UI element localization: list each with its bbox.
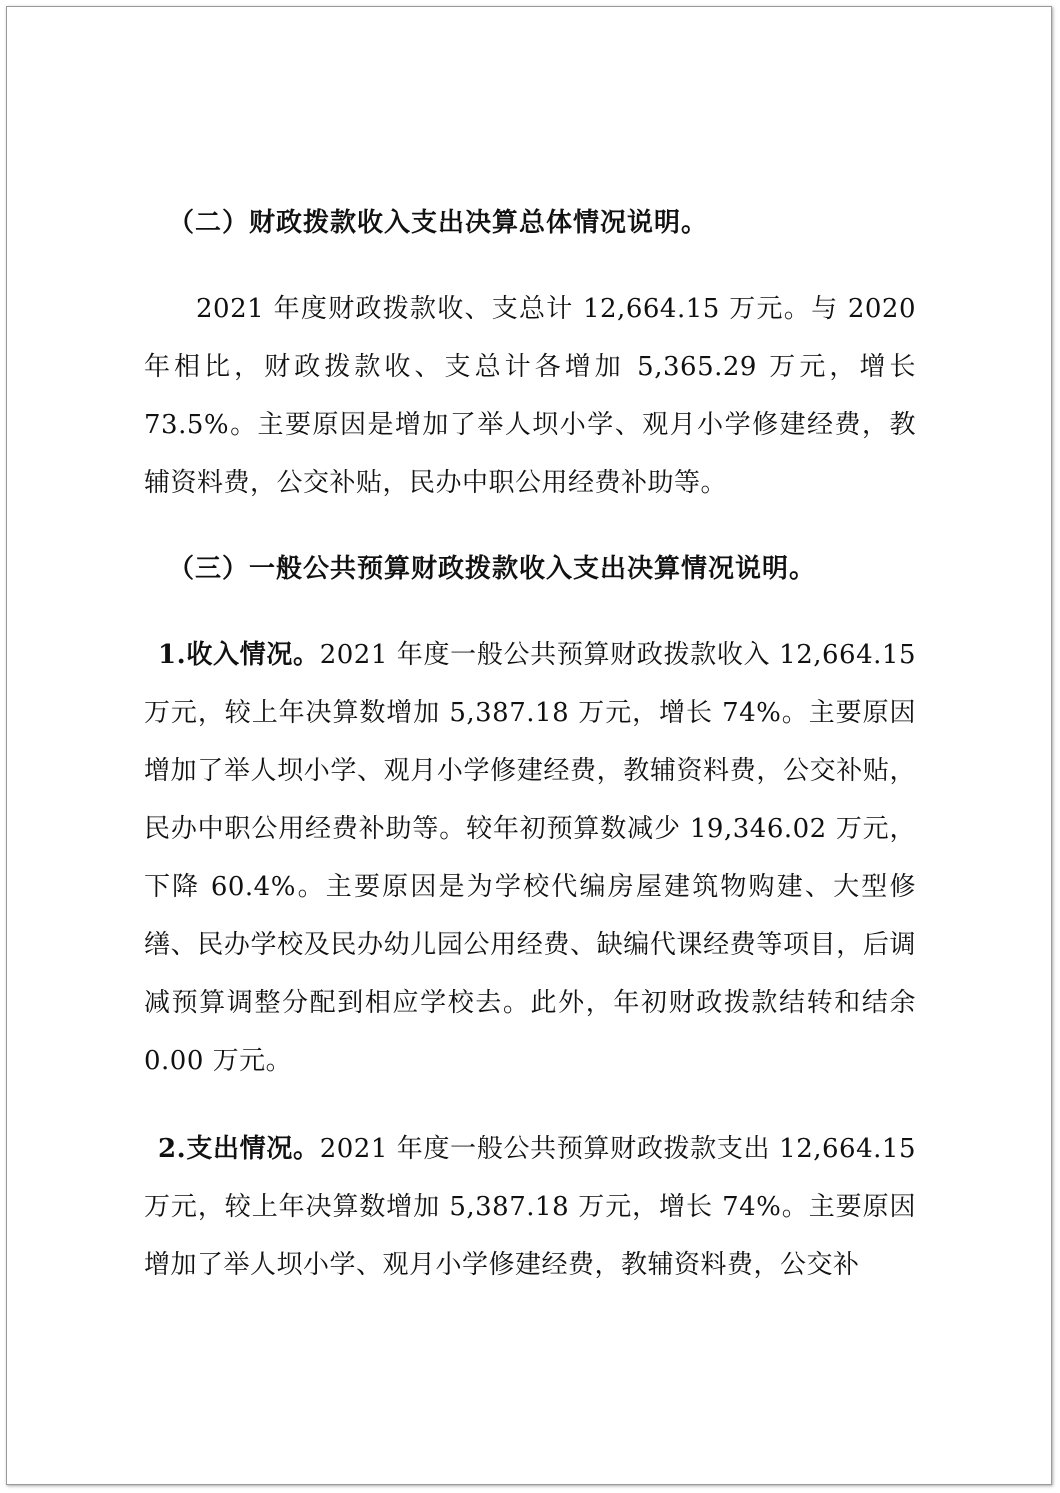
section-2-paragraph: 2021 年度财政拨款收、支总计 12,664.15 万元。与 2020 年相比，财政拨款收、支总计各增加 5,365.29 万元，增长 73.5%。主要原因是增加了举人坝小学、观月小学修建经费，教辅资料费，公交补贴，民办中职公用经费补助等。 xyxy=(144,294,916,498)
document-page xyxy=(6,6,1052,1485)
section-2-heading: （二）财政拨款收入支出决算总体情况说明。 xyxy=(168,208,709,238)
spacer xyxy=(144,1090,916,1120)
spacer xyxy=(144,252,916,280)
income-lead: 1.收入情况。 xyxy=(158,640,320,670)
spacer xyxy=(144,598,916,626)
expense-paragraph xyxy=(144,1120,916,1294)
income-body: 2021 年度一般公共预算财政拨款收入 12,664.15 万元，较上年决算数增加 5,387.18 万元，增长 74%。主要原因增加了举人坝小学、观月小学修建经费，教辅资料费，公交补贴，民办中职公用经费补助等。较年初预算数减少 19,346.02 万元，下降 60.4%。主要原因是为学校代编房屋建筑物购建、大型修缮、民办学校及民办幼儿园公用经费、缺编代课经费等项目，后调减预算调整分配到相应学校去。此外，年初财政拨款结转和结余 0.00 万元。 xyxy=(144,640,916,1076)
section-3-heading: （三）一般公共预算财政拨款收入支出决算情况说明。 xyxy=(168,554,817,584)
expense-body: 2021 年度一般公共预算财政拨款支出 12,664.15 万元，较上年决算数增加 5,387.18 万元，增长 74%。主要原因增加了举人坝小学、观月小学修建经费，教辅资料费，公交补 xyxy=(144,1134,916,1280)
document-content xyxy=(144,194,916,1294)
spacer xyxy=(144,512,916,540)
expense-lead: 2.支出情况。 xyxy=(158,1134,320,1164)
income-paragraph xyxy=(144,626,916,1090)
